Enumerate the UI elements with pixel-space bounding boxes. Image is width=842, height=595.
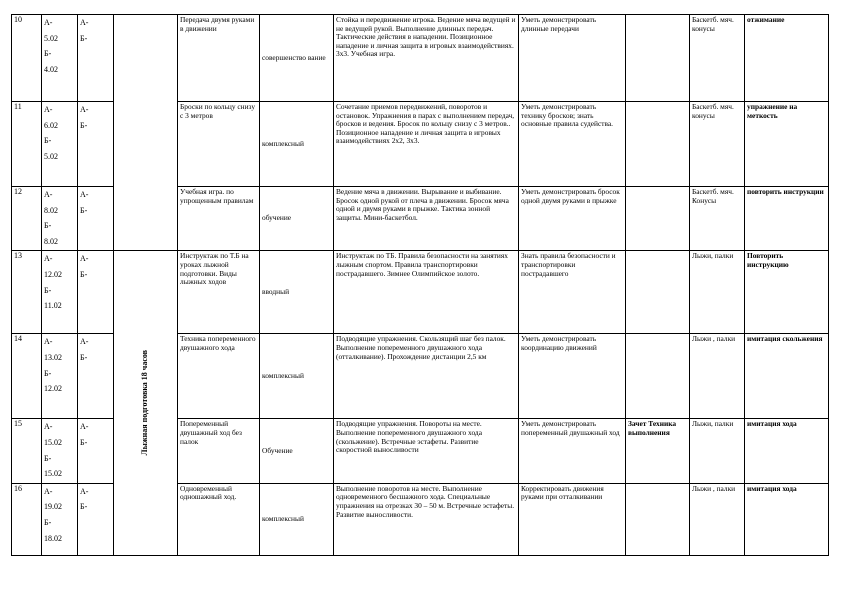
date-line: A- <box>44 190 53 199</box>
lesson-content: Подводящие упражнения. Повороты на месте. Выполнение попеременного двушажного хода (скольжение). Встречные эстафеты. Развитие скоростной выносливости <box>334 419 519 483</box>
date-line: 18.02 <box>44 533 62 543</box>
date-line: Б- <box>80 269 88 279</box>
lesson-topic: Броски по кольцу снизу с 3 метров <box>178 102 260 187</box>
date-line: Б- <box>80 352 88 362</box>
date-line: A- <box>80 486 89 496</box>
lesson-topic: Техника попеременного двушажного хода <box>178 334 260 419</box>
date-line: Б- <box>80 33 88 43</box>
date-line: 8.02 <box>44 236 58 246</box>
lesson-type: совершенство вание <box>260 15 334 102</box>
lesson-equipment: Лыжи , палки <box>690 334 745 419</box>
lesson-control <box>626 251 690 334</box>
lesson-control <box>626 187 690 251</box>
lesson-requirements: Уметь демонстрировать длинные передачи <box>519 15 626 102</box>
lesson-equipment: Баскетб. мяч. конусы <box>690 15 745 102</box>
date-line: Б- <box>80 120 88 130</box>
lesson-content: Сочетание приемов передвижений, поворотов и остановок. Упражнения в парах с выполнением передач, бросков и ведения. Бросок по кольцу снизу с 3 метров.. Позиционное нападение и личная защита в игровых взаимодействиях 2х2, 3х3. <box>334 102 519 187</box>
lesson-type: комплексный <box>260 483 334 555</box>
section-cell <box>114 15 178 251</box>
lesson-requirements: Уметь демонстрировать технику бросков; знать основные правила судейства. <box>519 102 626 187</box>
section-label: Лыжная подготовка 18 часов <box>140 350 150 456</box>
lesson-dates-a <box>42 334 78 419</box>
date-line: 13.02 <box>44 352 62 362</box>
date-line: A- <box>80 422 89 432</box>
lesson-control <box>626 334 690 419</box>
lesson-control: Зачет Техника выполнения <box>626 419 690 483</box>
date-line: 4.02 <box>44 64 58 74</box>
date-line: A- <box>80 190 89 199</box>
lesson-topic: Попеременный двушажный ход без палок <box>178 419 260 483</box>
lesson-requirements: Уметь демонстрировать попеременный двушажный ход <box>519 419 626 483</box>
lesson-dates-b <box>78 334 114 419</box>
date-line: Б- <box>44 285 52 295</box>
date-line: A- <box>44 337 53 347</box>
lesson-type: обучение <box>260 187 334 251</box>
lesson-dates-b <box>78 102 114 187</box>
table-row <box>12 15 829 102</box>
lesson-control <box>626 15 690 102</box>
section-cell <box>114 251 178 555</box>
lesson-dates-a <box>42 251 78 334</box>
lesson-requirements: Корректировать движения руками при отталкивании <box>519 483 626 555</box>
date-line: 5.02 <box>44 33 58 43</box>
date-line: 8.02 <box>44 205 58 215</box>
lesson-dates-a <box>42 419 78 483</box>
date-line: Б- <box>80 205 88 215</box>
date-line: Б- <box>44 368 52 378</box>
lesson-dates-b <box>78 15 114 102</box>
date-line: Б- <box>44 517 52 527</box>
date-line: Б- <box>44 453 52 463</box>
lesson-equipment: Баскетб. мяч. Конусы <box>690 187 745 251</box>
date-line: 19.02 <box>44 502 62 512</box>
lesson-type: Обучение <box>260 419 334 483</box>
date-line: A- <box>80 105 89 114</box>
lesson-type: комплексный <box>260 102 334 187</box>
date-line: 6.02 <box>44 120 58 130</box>
lesson-homework: упражнение на меткость <box>745 102 829 187</box>
lesson-dates-a <box>42 483 78 555</box>
lesson-dates-a <box>42 102 78 187</box>
lesson-equipment: Лыжи , палки <box>690 483 745 555</box>
date-line: A- <box>44 105 53 114</box>
date-line: 12.02 <box>44 269 62 279</box>
date-line: A- <box>44 422 53 432</box>
lesson-type: вводный <box>260 251 334 334</box>
date-line: Б- <box>44 49 52 59</box>
date-line: 5.02 <box>44 151 58 161</box>
date-line: A- <box>44 254 53 264</box>
date-line: A- <box>44 486 53 496</box>
lesson-equipment: Лыжи, палки <box>690 251 745 334</box>
lesson-dates-b <box>78 251 114 334</box>
date-line: A- <box>80 18 89 27</box>
date-line: 11.02 <box>44 301 62 311</box>
lesson-number: 14 <box>12 334 42 419</box>
lesson-number: 10 <box>12 15 42 102</box>
date-line: A- <box>80 254 89 264</box>
lesson-number: 15 <box>12 419 42 483</box>
date-line: Б- <box>80 502 88 512</box>
lesson-dates-b <box>78 483 114 555</box>
lesson-requirements: Уметь демонстрировать координацию движений <box>519 334 626 419</box>
lesson-topic: Передача двумя руками в движении <box>178 15 260 102</box>
lesson-topic: Учебная игра. по упрощенным правилам <box>178 187 260 251</box>
lesson-number: 12 <box>12 187 42 251</box>
lesson-number: 11 <box>12 102 42 187</box>
lesson-requirements: Уметь демонстрировать бросок одной двумя руками в прыжке <box>519 187 626 251</box>
lesson-content: Стойка и передвижение игрока. Ведение мяча ведущей и не ведущей рукой. Выполнение длинных передач. Тактические действия в нападении. Позиционное нападение и личная защита в игровых взаимодействиях. 3х3. Учебная игра. <box>334 15 519 102</box>
date-line: Б- <box>44 136 52 146</box>
lesson-equipment: Лыжи, палки <box>690 419 745 483</box>
lesson-number: 13 <box>12 251 42 334</box>
lesson-homework: Повторить инструкцию <box>745 251 829 334</box>
lesson-content: Ведение мяча в движении. Вырывание и выбивание. Бросок одной рукой от плеча в движении. Бросок мяча одной и двумя руками в прыжке. Тактика зонной защиты. Мини-баскетбол. <box>334 187 519 251</box>
lesson-homework: повторить инструкции <box>745 187 829 251</box>
lesson-control <box>626 102 690 187</box>
table-row <box>12 251 829 334</box>
date-line: 12.02 <box>44 384 62 394</box>
lesson-topic: Инструктаж по Т.Б на уроках лыжной подготовки. Виды лыжных ходов <box>178 251 260 334</box>
date-line: Б- <box>44 221 52 231</box>
date-line: 15.02 <box>44 437 62 447</box>
lesson-topic: Одновременный одношажный ход. <box>178 483 260 555</box>
lesson-homework: имитация хода <box>745 419 829 483</box>
date-line: 15.02 <box>44 469 62 479</box>
date-line: A- <box>44 18 53 27</box>
lesson-equipment: Баскетб. мяч. конусы <box>690 102 745 187</box>
lesson-type: комплексный <box>260 334 334 419</box>
date-line: A- <box>80 337 89 347</box>
date-line: Б- <box>80 437 88 447</box>
lesson-requirements: Знать правила безопасности и транспортировки пострадавшего <box>519 251 626 334</box>
lesson-control <box>626 483 690 555</box>
lesson-dates-b <box>78 419 114 483</box>
lesson-content: Выполнение поворотов на месте. Выполнение одновременного бесшажного хода. Специальные упражнения на отрезках 30 – 50 м. Встречные эстафеты. Развитие выносливости. <box>334 483 519 555</box>
lesson-dates-a <box>42 15 78 102</box>
lesson-homework: отжимание <box>745 15 829 102</box>
lesson-plan-table <box>11 14 829 556</box>
lesson-dates-b <box>78 187 114 251</box>
lesson-content: Инструктаж по ТБ. Правила безопасности на занятиях лыжным спортом. Правила транспортировки пострадавшего. Зимнее Олимпийское золото. <box>334 251 519 334</box>
lesson-content: Подводящие упражнения. Скользящий шаг без палок. Выполнение попеременного двушажного хода (отталкивание). Прохождение дистанции 2,5 км <box>334 334 519 419</box>
lesson-dates-a <box>42 187 78 251</box>
lesson-number: 16 <box>12 483 42 555</box>
lesson-homework: имитация скольжения <box>745 334 829 419</box>
lesson-homework: имитация хода <box>745 483 829 555</box>
